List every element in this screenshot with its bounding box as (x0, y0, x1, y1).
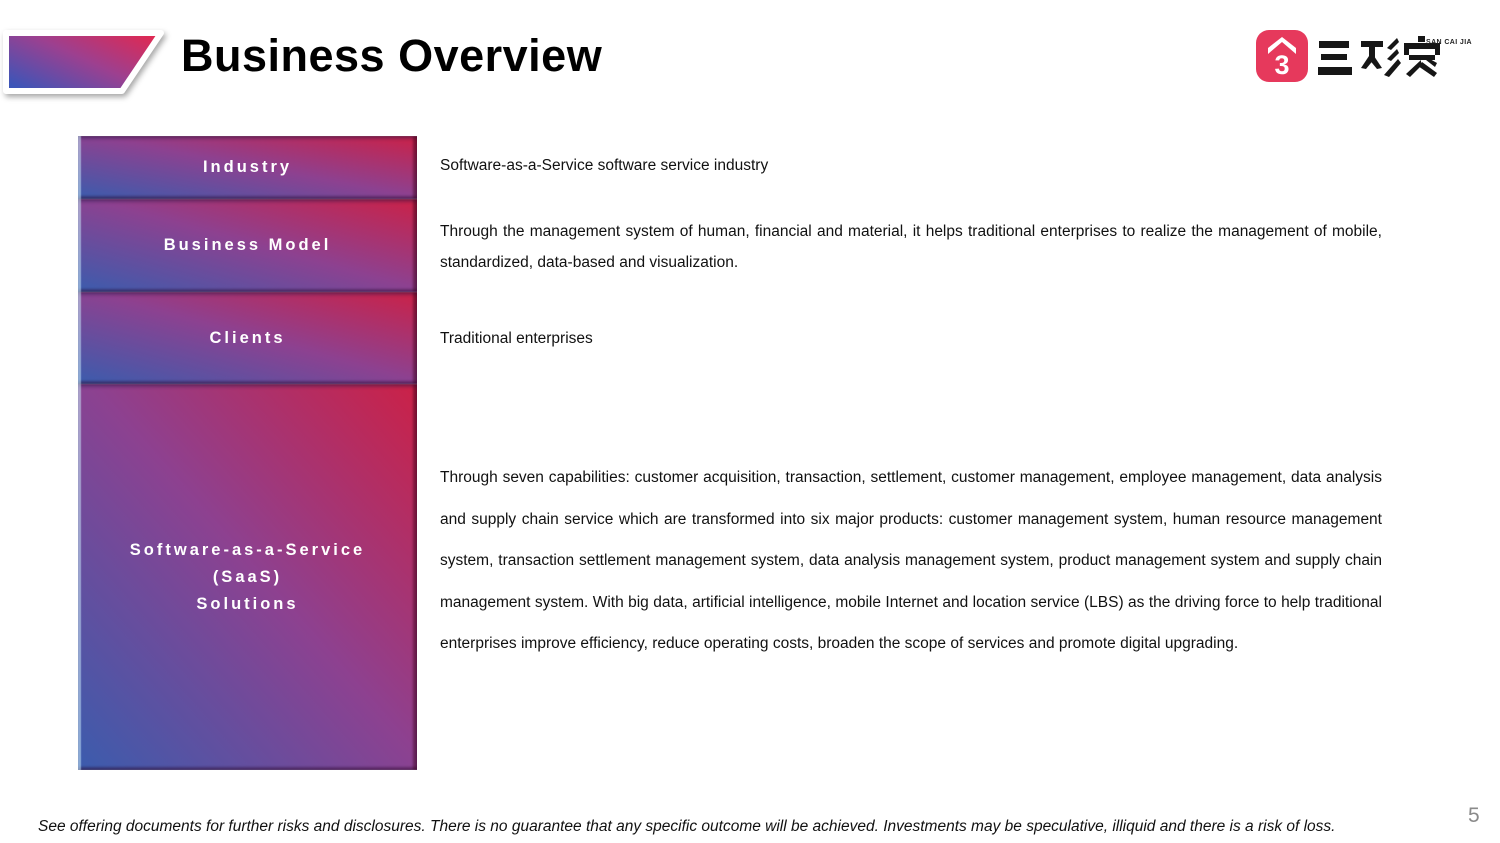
panel-label: Software-as-a-Service (129, 540, 366, 559)
business-model-description: Through the management system of human, financial and material, it helps traditional enterprises to realize the management of mobile, standardized, data-based and visualization. (440, 223, 1382, 271)
logo (1256, 29, 1486, 85)
logo-wordmark-sancaijia (1318, 36, 1440, 80)
panel-label: Business Model (163, 236, 332, 254)
clients-description: Traditional enterprises (440, 330, 593, 347)
panel-box-business-model (78, 199, 417, 292)
panel-label: (SaaS) (212, 567, 283, 586)
logo-subtext: SAN CAI JIA (1426, 39, 1473, 46)
panel-label: Industry (202, 158, 293, 176)
page-number: 5 (1468, 804, 1480, 827)
panel-box-industry (78, 136, 417, 199)
saas-solutions-description: Through seven capabilities: customer acquisition, transaction, settlement, customer management, employee management, data analysis and supply chain service which are transformed into six major products: customer management system, human resource management system, transaction settlement management system, data analysis management system, product management system and supply chain management system. With big data, artificial intelligence, mobile Internet and location service (LBS) as the driving force to help traditional enterprises improve efficiency, reduce operating costs, broaden the scope of services and promote digital upgrading. (440, 469, 1382, 652)
panel-label: Solutions (196, 594, 299, 613)
industry-description: Software-as-a-Service software service industry (440, 157, 769, 174)
panel-box-clients (78, 292, 417, 384)
footer-disclaimer: See offering documents for further risks and disclosures. There is no guarantee that any specific outcome will be achieved. Investments may be speculative, illiquid and there is a risk of loss. (38, 818, 1336, 835)
panel-box-saas-solutions (78, 384, 417, 770)
logo-house-icon (1256, 30, 1308, 82)
header-accent-shape (0, 22, 190, 106)
page-title: Business Overview (181, 30, 603, 81)
logo-number: 3 (1274, 50, 1290, 80)
panel-label: Clients (209, 328, 286, 347)
